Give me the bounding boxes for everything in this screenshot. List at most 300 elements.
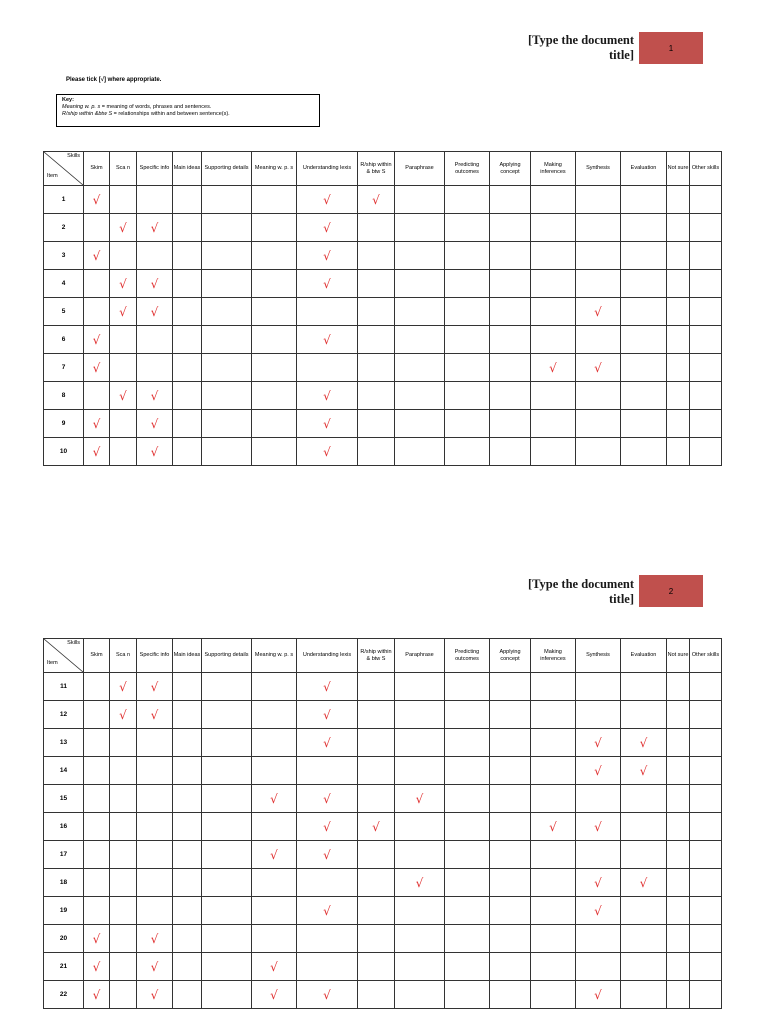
skill-cell[interactable] (490, 701, 531, 729)
skill-cell[interactable] (490, 785, 531, 813)
skill-cell[interactable] (110, 869, 137, 897)
skill-cell[interactable] (667, 953, 690, 981)
skill-cell[interactable] (667, 410, 690, 438)
skill-cell[interactable] (173, 242, 202, 270)
skill-cell[interactable] (358, 729, 395, 757)
skill-cell[interactable] (621, 270, 667, 298)
skill-cell[interactable] (202, 186, 252, 214)
skill-cell[interactable] (110, 186, 137, 214)
skill-cell[interactable] (667, 673, 690, 701)
skill-cell[interactable] (531, 242, 576, 270)
skill-cell[interactable] (358, 869, 395, 897)
skill-cell[interactable] (252, 673, 297, 701)
skill-cell[interactable] (490, 757, 531, 785)
skill-cell[interactable] (297, 326, 358, 354)
skill-cell[interactable] (252, 953, 297, 981)
skill-cell[interactable] (576, 382, 621, 410)
skill-cell[interactable] (84, 981, 110, 1009)
skill-cell[interactable] (621, 813, 667, 841)
skill-cell[interactable] (690, 897, 722, 925)
skill-cell[interactable] (690, 673, 722, 701)
skill-cell[interactable] (137, 410, 173, 438)
skill-cell[interactable] (297, 953, 358, 981)
skill-cell[interactable] (395, 869, 445, 897)
skill-cell[interactable] (252, 701, 297, 729)
skill-cell[interactable] (137, 673, 173, 701)
skill-cell[interactable] (252, 382, 297, 410)
skill-cell[interactable] (395, 813, 445, 841)
skill-cell[interactable] (84, 841, 110, 869)
skill-cell[interactable] (621, 981, 667, 1009)
skill-cell[interactable] (110, 925, 137, 953)
skill-cell[interactable] (576, 214, 621, 242)
skill-cell[interactable] (531, 981, 576, 1009)
skill-cell[interactable] (445, 326, 490, 354)
skill-cell[interactable] (297, 410, 358, 438)
skill-cell[interactable] (445, 869, 490, 897)
skill-cell[interactable] (110, 785, 137, 813)
skill-cell[interactable] (137, 925, 173, 953)
skill-cell[interactable] (531, 214, 576, 242)
skill-cell[interactable] (84, 757, 110, 785)
skill-cell[interactable] (110, 981, 137, 1009)
skill-cell[interactable] (667, 701, 690, 729)
skill-cell[interactable] (84, 897, 110, 925)
skill-cell[interactable] (395, 729, 445, 757)
skill-cell[interactable] (202, 382, 252, 410)
skill-cell[interactable] (621, 382, 667, 410)
skill-cell[interactable] (202, 897, 252, 925)
skill-cell[interactable] (490, 673, 531, 701)
skill-cell[interactable] (576, 953, 621, 981)
skill-cell[interactable] (297, 298, 358, 326)
skill-cell[interactable] (297, 925, 358, 953)
skill-cell[interactable] (690, 785, 722, 813)
skill-cell[interactable] (202, 701, 252, 729)
skill-cell[interactable] (395, 981, 445, 1009)
skill-cell[interactable] (358, 897, 395, 925)
skill-cell[interactable] (358, 186, 395, 214)
skill-cell[interactable] (173, 186, 202, 214)
skill-cell[interactable] (621, 298, 667, 326)
skill-cell[interactable] (358, 841, 395, 869)
skill-cell[interactable] (297, 673, 358, 701)
skill-cell[interactable] (137, 382, 173, 410)
skill-cell[interactable] (490, 270, 531, 298)
skill-cell[interactable] (576, 841, 621, 869)
skill-cell[interactable] (490, 813, 531, 841)
skill-cell[interactable] (137, 270, 173, 298)
skill-cell[interactable] (395, 757, 445, 785)
skill-cell[interactable] (667, 326, 690, 354)
skill-cell[interactable] (137, 785, 173, 813)
skill-cell[interactable] (173, 785, 202, 813)
skill-cell[interactable] (297, 438, 358, 466)
skill-cell[interactable] (358, 813, 395, 841)
skill-cell[interactable] (252, 186, 297, 214)
skill-cell[interactable] (173, 673, 202, 701)
skill-cell[interactable] (690, 953, 722, 981)
skill-cell[interactable] (531, 897, 576, 925)
skill-cell[interactable] (137, 701, 173, 729)
skill-cell[interactable] (667, 186, 690, 214)
skill-cell[interactable] (297, 785, 358, 813)
skill-cell[interactable] (110, 242, 137, 270)
skill-cell[interactable] (531, 813, 576, 841)
skill-cell[interactable] (110, 673, 137, 701)
skill-cell[interactable] (84, 869, 110, 897)
skill-cell[interactable] (84, 813, 110, 841)
skill-cell[interactable] (110, 729, 137, 757)
skill-cell[interactable] (531, 701, 576, 729)
skill-cell[interactable] (445, 438, 490, 466)
skill-cell[interactable] (297, 981, 358, 1009)
skill-cell[interactable] (202, 270, 252, 298)
skill-cell[interactable] (490, 841, 531, 869)
skill-cell[interactable] (84, 785, 110, 813)
skill-cell[interactable] (297, 729, 358, 757)
skill-cell[interactable] (252, 242, 297, 270)
skill-cell[interactable] (297, 897, 358, 925)
skill-cell[interactable] (358, 438, 395, 466)
skill-cell[interactable] (667, 729, 690, 757)
skill-cell[interactable] (173, 925, 202, 953)
skill-cell[interactable] (84, 326, 110, 354)
skill-cell[interactable] (358, 382, 395, 410)
skill-cell[interactable] (395, 785, 445, 813)
skill-cell[interactable] (445, 785, 490, 813)
skill-cell[interactable] (110, 757, 137, 785)
skill-cell[interactable] (173, 813, 202, 841)
skill-cell[interactable] (202, 869, 252, 897)
skill-cell[interactable] (173, 897, 202, 925)
skill-cell[interactable] (621, 186, 667, 214)
skill-cell[interactable] (110, 270, 137, 298)
skill-cell[interactable] (445, 729, 490, 757)
skill-cell[interactable] (445, 841, 490, 869)
skill-cell[interactable] (576, 701, 621, 729)
skill-cell[interactable] (667, 382, 690, 410)
skill-cell[interactable] (110, 841, 137, 869)
skill-cell[interactable] (531, 410, 576, 438)
skill-cell[interactable] (395, 354, 445, 382)
skill-cell[interactable] (531, 298, 576, 326)
skill-cell[interactable] (202, 354, 252, 382)
skill-cell[interactable] (84, 925, 110, 953)
skill-cell[interactable] (667, 813, 690, 841)
skill-cell[interactable] (621, 785, 667, 813)
skill-cell[interactable] (110, 354, 137, 382)
skill-cell[interactable] (252, 326, 297, 354)
skill-cell[interactable] (490, 897, 531, 925)
skill-cell[interactable] (667, 841, 690, 869)
skill-cell[interactable] (173, 354, 202, 382)
skill-cell[interactable] (576, 981, 621, 1009)
skill-cell[interactable] (84, 673, 110, 701)
skill-cell[interactable] (297, 242, 358, 270)
skill-cell[interactable] (173, 326, 202, 354)
skill-cell[interactable] (576, 242, 621, 270)
skill-cell[interactable] (667, 785, 690, 813)
skill-cell[interactable] (531, 438, 576, 466)
skill-cell[interactable] (531, 925, 576, 953)
skill-cell[interactable] (531, 729, 576, 757)
skill-cell[interactable] (358, 270, 395, 298)
skill-cell[interactable] (84, 186, 110, 214)
skill-cell[interactable] (667, 242, 690, 270)
skill-cell[interactable] (690, 841, 722, 869)
skill-cell[interactable] (84, 953, 110, 981)
skill-cell[interactable] (202, 953, 252, 981)
skill-cell[interactable] (445, 953, 490, 981)
skill-cell[interactable] (395, 841, 445, 869)
skill-cell[interactable] (531, 757, 576, 785)
skill-cell[interactable] (297, 813, 358, 841)
skill-cell[interactable] (621, 438, 667, 466)
skill-cell[interactable] (576, 270, 621, 298)
skill-cell[interactable] (690, 186, 722, 214)
skill-cell[interactable] (531, 785, 576, 813)
skill-cell[interactable] (690, 298, 722, 326)
skill-cell[interactable] (202, 326, 252, 354)
skill-cell[interactable] (358, 326, 395, 354)
skill-cell[interactable] (173, 410, 202, 438)
skill-cell[interactable] (490, 438, 531, 466)
skill-cell[interactable] (576, 813, 621, 841)
skill-cell[interactable] (576, 757, 621, 785)
skill-cell[interactable] (395, 214, 445, 242)
skill-cell[interactable] (445, 757, 490, 785)
skill-cell[interactable] (621, 354, 667, 382)
skill-cell[interactable] (667, 438, 690, 466)
skill-cell[interactable] (621, 925, 667, 953)
skill-cell[interactable] (445, 270, 490, 298)
skill-cell[interactable] (621, 729, 667, 757)
skill-cell[interactable] (445, 298, 490, 326)
skill-cell[interactable] (690, 925, 722, 953)
skill-cell[interactable] (110, 438, 137, 466)
skill-cell[interactable] (110, 701, 137, 729)
skill-cell[interactable] (252, 897, 297, 925)
skill-cell[interactable] (297, 869, 358, 897)
skill-cell[interactable] (110, 897, 137, 925)
skill-cell[interactable] (173, 869, 202, 897)
skill-cell[interactable] (358, 785, 395, 813)
skill-cell[interactable] (202, 298, 252, 326)
skill-cell[interactable] (395, 270, 445, 298)
skill-cell[interactable] (621, 869, 667, 897)
skill-cell[interactable] (531, 382, 576, 410)
skill-cell[interactable] (621, 326, 667, 354)
skill-cell[interactable] (690, 869, 722, 897)
skill-cell[interactable] (202, 813, 252, 841)
skill-cell[interactable] (576, 673, 621, 701)
skill-cell[interactable] (667, 298, 690, 326)
skill-cell[interactable] (621, 841, 667, 869)
skill-cell[interactable] (252, 270, 297, 298)
skill-cell[interactable] (84, 438, 110, 466)
skill-cell[interactable] (490, 354, 531, 382)
skill-cell[interactable] (137, 953, 173, 981)
skill-cell[interactable] (395, 186, 445, 214)
skill-cell[interactable] (110, 214, 137, 242)
skill-cell[interactable] (252, 438, 297, 466)
skill-cell[interactable] (110, 326, 137, 354)
skill-cell[interactable] (531, 186, 576, 214)
skill-cell[interactable] (490, 214, 531, 242)
skill-cell[interactable] (297, 270, 358, 298)
skill-cell[interactable] (576, 354, 621, 382)
skill-cell[interactable] (252, 214, 297, 242)
skill-cell[interactable] (202, 410, 252, 438)
skill-cell[interactable] (490, 925, 531, 953)
skill-cell[interactable] (621, 953, 667, 981)
skill-cell[interactable] (84, 214, 110, 242)
skill-cell[interactable] (252, 354, 297, 382)
skill-cell[interactable] (137, 214, 173, 242)
skill-cell[interactable] (358, 953, 395, 981)
skill-cell[interactable] (531, 326, 576, 354)
skill-cell[interactable] (445, 410, 490, 438)
skill-cell[interactable] (297, 841, 358, 869)
skill-cell[interactable] (137, 981, 173, 1009)
skill-cell[interactable] (690, 242, 722, 270)
skill-cell[interactable] (173, 841, 202, 869)
skill-cell[interactable] (252, 729, 297, 757)
skill-cell[interactable] (137, 438, 173, 466)
skill-cell[interactable] (173, 382, 202, 410)
skill-cell[interactable] (173, 701, 202, 729)
skill-cell[interactable] (531, 354, 576, 382)
skill-cell[interactable] (202, 785, 252, 813)
skill-cell[interactable] (621, 701, 667, 729)
skill-cell[interactable] (137, 729, 173, 757)
skill-cell[interactable] (297, 757, 358, 785)
skill-cell[interactable] (531, 673, 576, 701)
skill-cell[interactable] (297, 214, 358, 242)
skill-cell[interactable] (110, 953, 137, 981)
skill-cell[interactable] (621, 242, 667, 270)
skill-cell[interactable] (667, 354, 690, 382)
skill-cell[interactable] (395, 382, 445, 410)
skill-cell[interactable] (395, 897, 445, 925)
skill-cell[interactable] (621, 410, 667, 438)
skill-cell[interactable] (173, 438, 202, 466)
skill-cell[interactable] (445, 897, 490, 925)
skill-cell[interactable] (252, 757, 297, 785)
skill-cell[interactable] (252, 813, 297, 841)
skill-cell[interactable] (252, 410, 297, 438)
skill-cell[interactable] (395, 925, 445, 953)
skill-cell[interactable] (667, 214, 690, 242)
skill-cell[interactable] (84, 701, 110, 729)
skill-cell[interactable] (667, 270, 690, 298)
skill-cell[interactable] (395, 953, 445, 981)
skill-cell[interactable] (490, 410, 531, 438)
skill-cell[interactable] (621, 673, 667, 701)
skill-cell[interactable] (358, 410, 395, 438)
skill-cell[interactable] (531, 270, 576, 298)
skill-cell[interactable] (690, 729, 722, 757)
skill-cell[interactable] (576, 186, 621, 214)
skill-cell[interactable] (445, 981, 490, 1009)
skill-cell[interactable] (358, 925, 395, 953)
skill-cell[interactable] (576, 897, 621, 925)
skill-cell[interactable] (395, 701, 445, 729)
skill-cell[interactable] (621, 757, 667, 785)
skill-cell[interactable] (173, 298, 202, 326)
skill-cell[interactable] (173, 214, 202, 242)
skill-cell[interactable] (667, 757, 690, 785)
document-title[interactable]: [Type the document title] (527, 33, 634, 62)
skill-cell[interactable] (173, 757, 202, 785)
skill-cell[interactable] (445, 214, 490, 242)
skill-cell[interactable] (252, 925, 297, 953)
skill-cell[interactable] (297, 354, 358, 382)
skill-cell[interactable] (576, 298, 621, 326)
skill-cell[interactable] (84, 382, 110, 410)
skill-cell[interactable] (297, 382, 358, 410)
skill-cell[interactable] (173, 270, 202, 298)
skill-cell[interactable] (252, 785, 297, 813)
skill-cell[interactable] (358, 354, 395, 382)
skill-cell[interactable] (395, 673, 445, 701)
skill-cell[interactable] (395, 242, 445, 270)
skill-cell[interactable] (252, 841, 297, 869)
skill-cell[interactable] (576, 925, 621, 953)
skill-cell[interactable] (202, 214, 252, 242)
skill-cell[interactable] (490, 242, 531, 270)
skill-cell[interactable] (84, 298, 110, 326)
skill-cell[interactable] (252, 981, 297, 1009)
skill-cell[interactable] (84, 410, 110, 438)
skill-cell[interactable] (690, 354, 722, 382)
skill-cell[interactable] (690, 326, 722, 354)
skill-cell[interactable] (445, 701, 490, 729)
skill-cell[interactable] (690, 813, 722, 841)
skill-cell[interactable] (84, 354, 110, 382)
skill-cell[interactable] (297, 701, 358, 729)
skill-cell[interactable] (137, 354, 173, 382)
skill-cell[interactable] (690, 757, 722, 785)
skill-cell[interactable] (690, 410, 722, 438)
skill-cell[interactable] (137, 813, 173, 841)
skill-cell[interactable] (667, 869, 690, 897)
skill-cell[interactable] (445, 673, 490, 701)
skill-cell[interactable] (297, 186, 358, 214)
skill-cell[interactable] (445, 382, 490, 410)
skill-cell[interactable] (173, 981, 202, 1009)
skill-cell[interactable] (667, 981, 690, 1009)
skill-cell[interactable] (252, 298, 297, 326)
skill-cell[interactable] (690, 701, 722, 729)
skill-cell[interactable] (445, 813, 490, 841)
skill-cell[interactable] (490, 981, 531, 1009)
skill-cell[interactable] (667, 897, 690, 925)
skill-cell[interactable] (137, 841, 173, 869)
skill-cell[interactable] (84, 242, 110, 270)
skill-cell[interactable] (445, 925, 490, 953)
skill-cell[interactable] (84, 729, 110, 757)
skill-cell[interactable] (358, 298, 395, 326)
skill-cell[interactable] (173, 729, 202, 757)
skill-cell[interactable] (690, 270, 722, 298)
skill-cell[interactable] (173, 953, 202, 981)
skill-cell[interactable] (110, 410, 137, 438)
skill-cell[interactable] (490, 382, 531, 410)
skill-cell[interactable] (358, 981, 395, 1009)
skill-cell[interactable] (84, 270, 110, 298)
